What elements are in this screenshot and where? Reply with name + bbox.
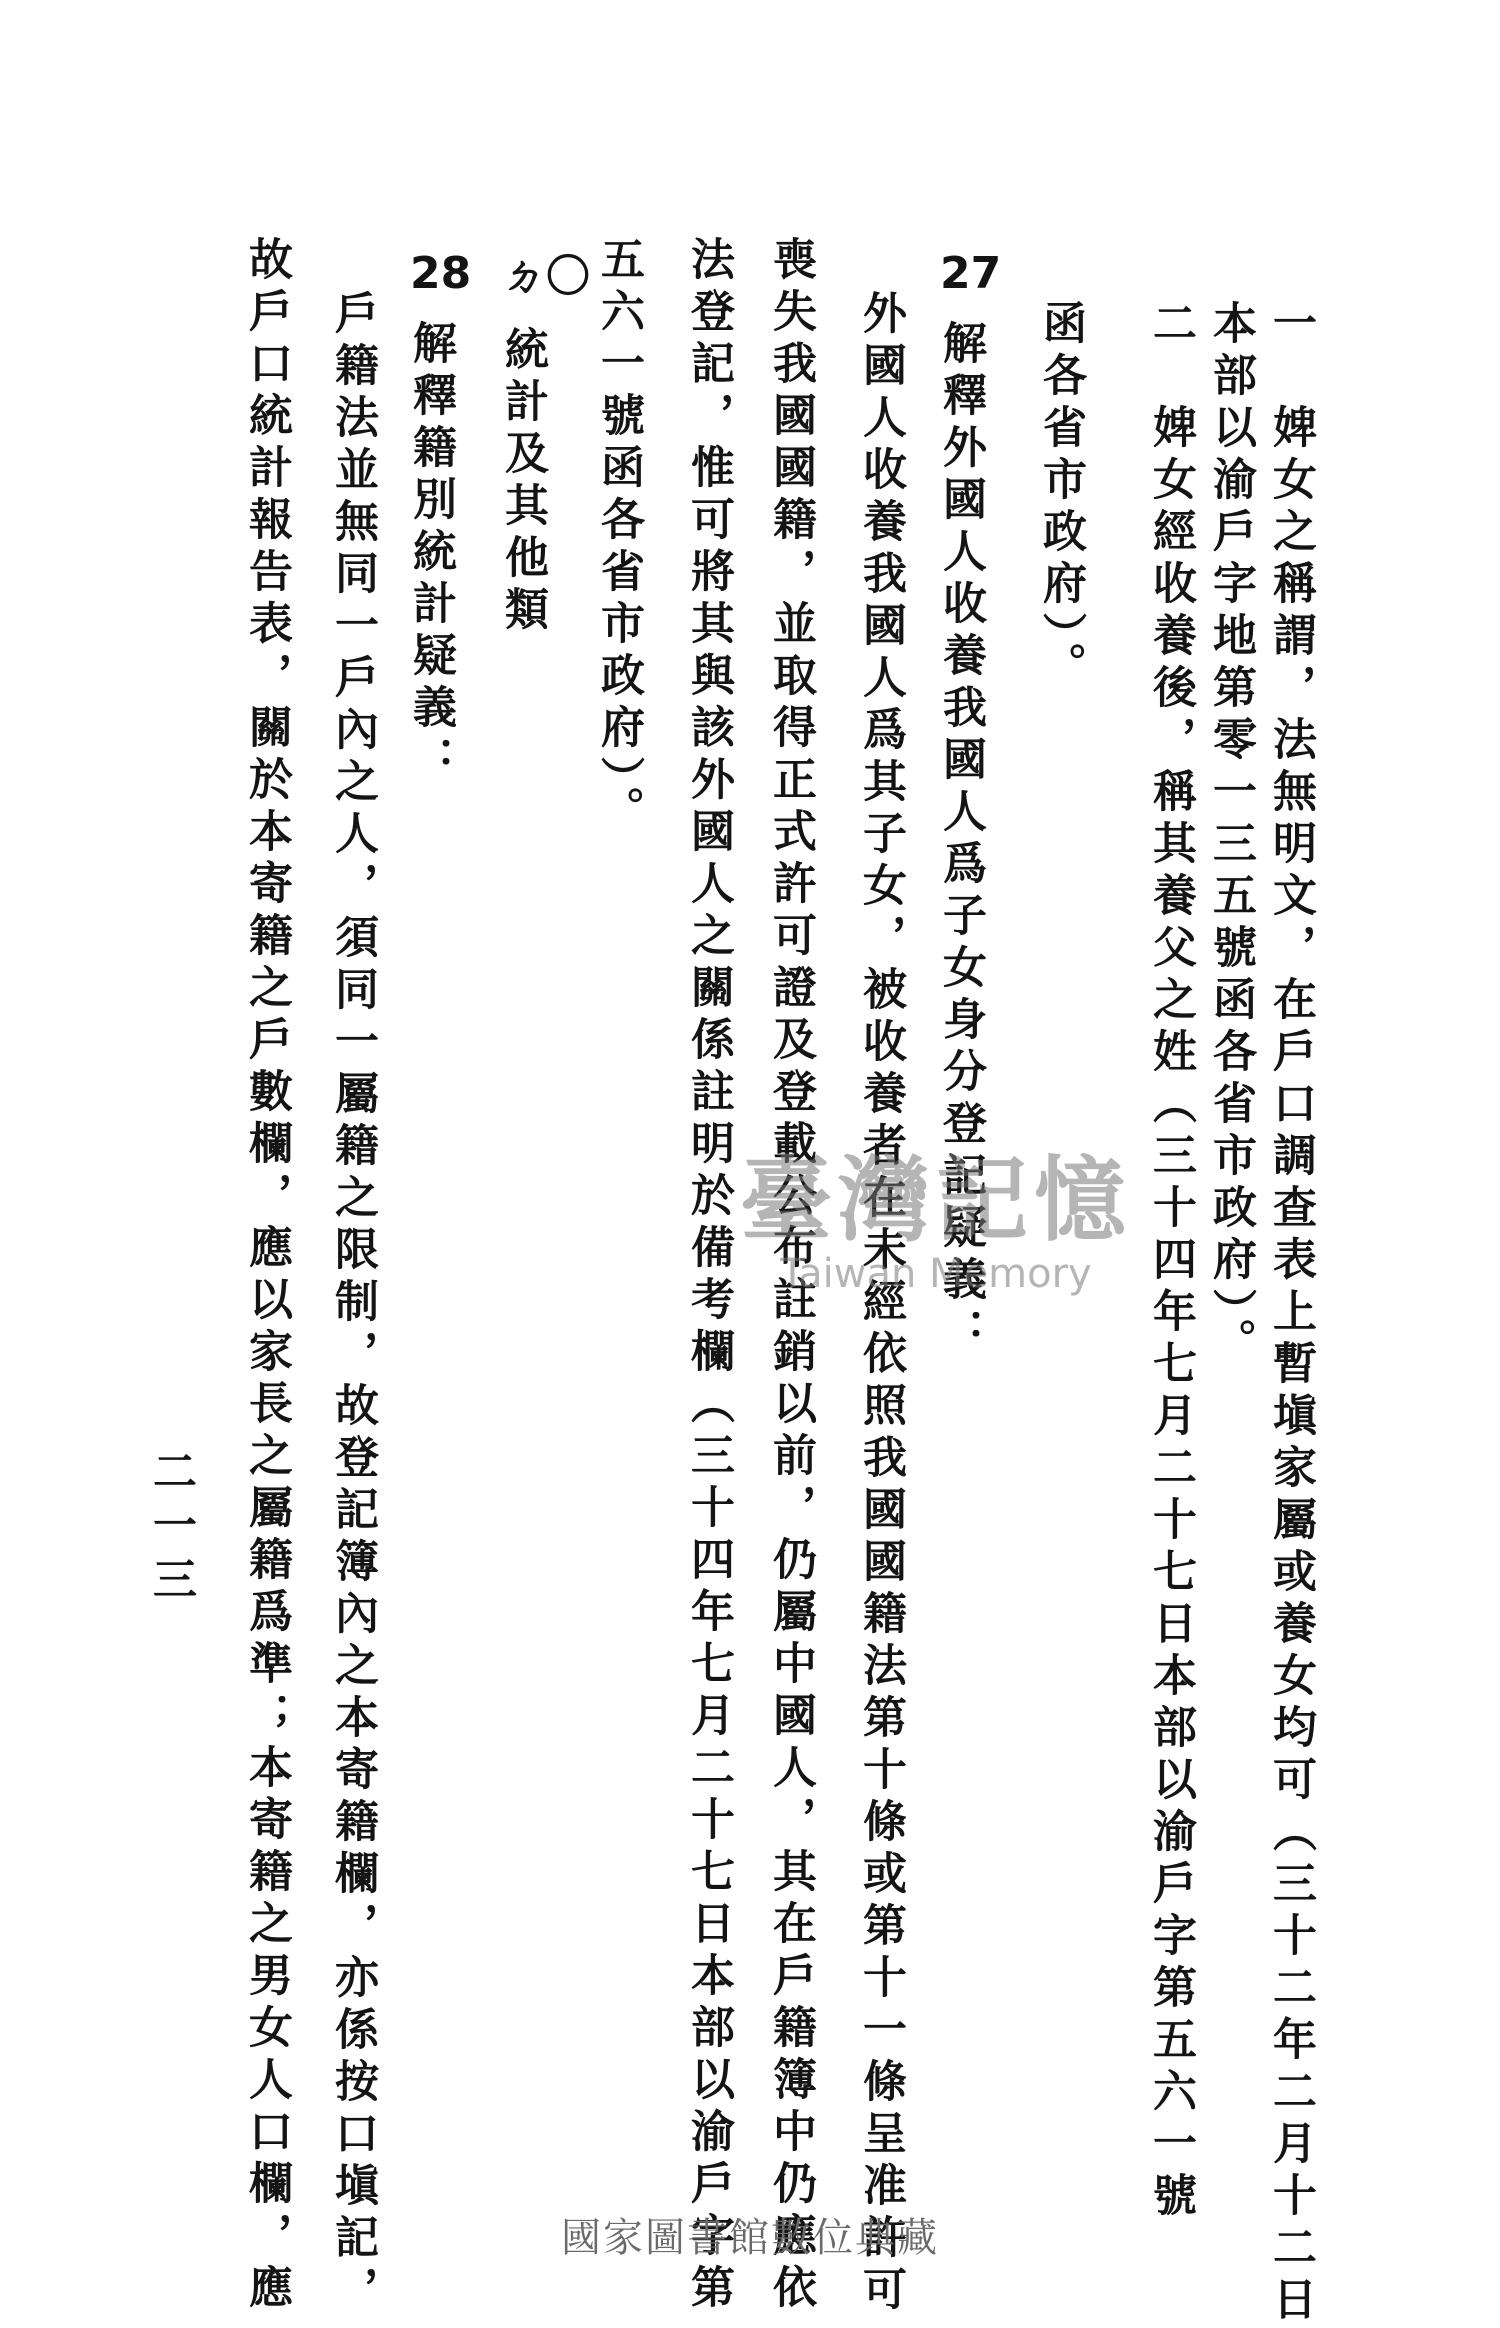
text-column-3: 二 婢女經收養後，稱其養父之姓（三十四年七月二十七日本部以渝戶字第五六一號 [1145, 300, 1196, 2224]
text-column-1: 一 婢女之稱謂，法無明文，在戶口調查表上暫塡家屬或養女均可（三十二年二月十二日 [1265, 300, 1316, 2328]
text-column-5: 解釋外國人收養我國人爲子女身分登記疑義： [935, 320, 986, 1360]
watermark-logo-text: 臺灣記憶 [740, 1146, 1133, 1254]
text-column-11: 戶籍法並無同一戶內之人，須同一屬籍之限制，故登記簿內之本寄籍欄，亦係按口塡記， [327, 290, 378, 2318]
watermark-english: Taiwan Memory [780, 1251, 1092, 1297]
text-column-10: 解釋籍別統計疑義： [405, 320, 456, 788]
text-column-2: 本部以渝戶字地第零一三五號函各省市政府）。 [1205, 300, 1256, 1370]
item-number-27: 27 [940, 248, 1002, 299]
text-column-12: 故戶口統計報告表，關於本寄籍之戶數欄，應以家長之屬籍爲準；本寄籍之男女人口欄，應 [241, 236, 292, 2316]
item-number-28: 28 [410, 248, 472, 299]
text-column-6: 外國人收養我國人爲其子女，被收養者在未經依照我國國籍法第十條或第十一條呈准許可 [855, 290, 906, 2318]
watermark [740, 1146, 1133, 1298]
text-column-7: 喪失我國國籍，並取得正式許可證及登載公布註銷以前，仍屬中國人，其在戶籍簿中仍應依 [765, 236, 816, 2316]
text-column-4: 函各省市政府）。 [1035, 300, 1086, 694]
text-column-9: 五六一號函各省市政府）。 [593, 236, 644, 838]
page-number: 二一三 [145, 1448, 196, 1610]
text-column-8: 法登記，惟可將其與該外國人之關係註明於備考欄（三十四年七月二十七日本部以渝戶字第 [683, 236, 734, 2316]
footer-caption: 國家圖書館數位典藏 [561, 2215, 939, 2261]
section-heading: 統計及其他類 [497, 326, 548, 638]
section-mark: ㄉ〇 [502, 251, 590, 302]
